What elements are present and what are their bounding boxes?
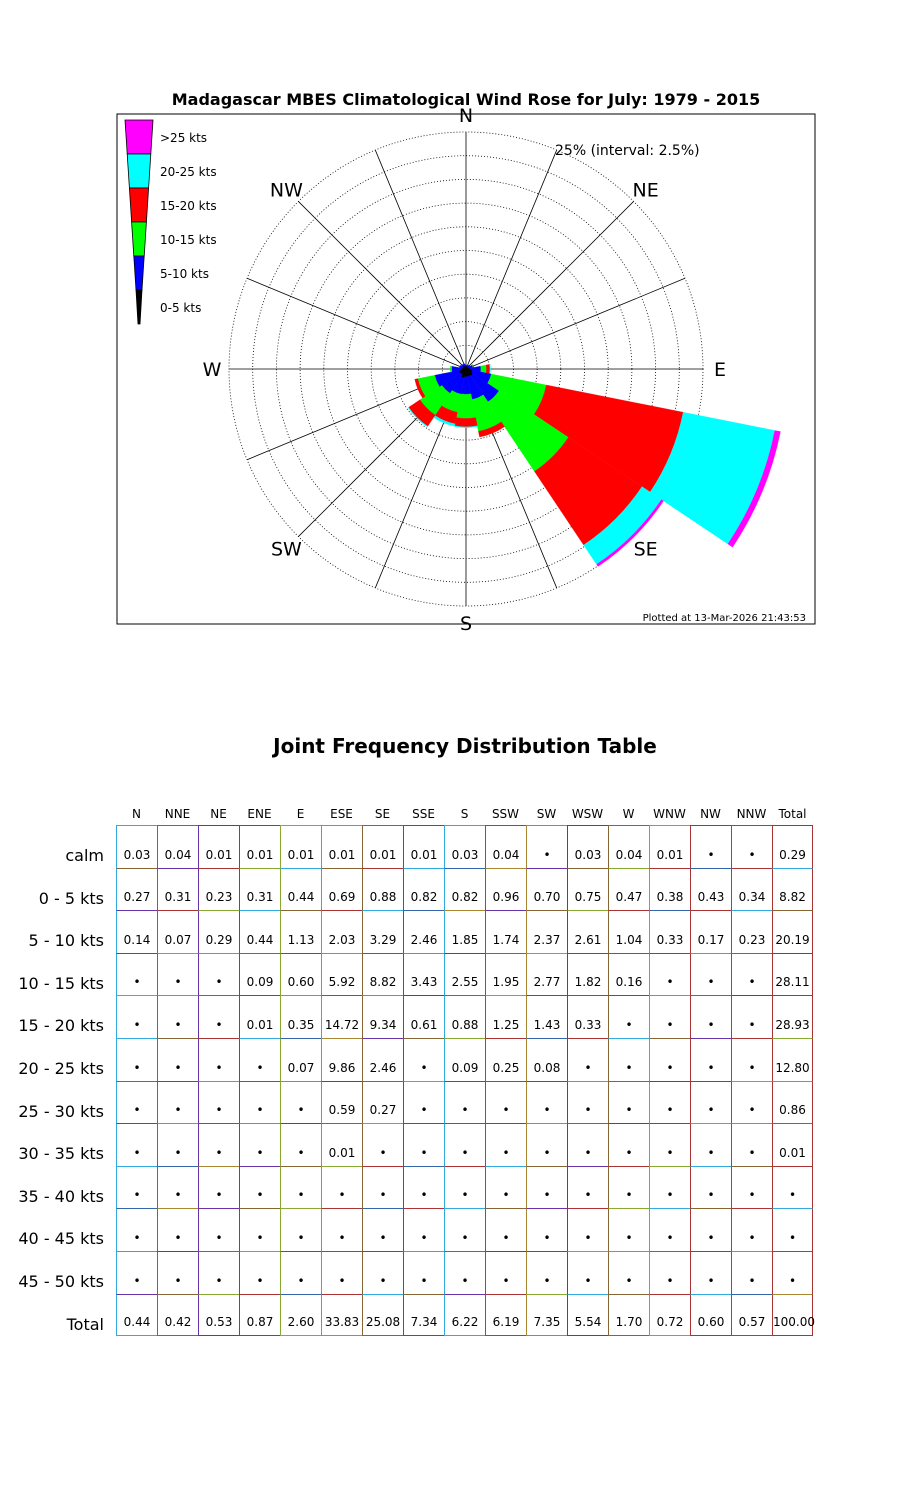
table-cell: 6.19 <box>485 1294 526 1337</box>
table-cell: • <box>403 1166 444 1209</box>
table-cell: • <box>116 953 157 996</box>
column-header: SE <box>374 807 391 821</box>
table-cell: 5.54 <box>567 1294 608 1337</box>
table-cell: • <box>731 1251 772 1294</box>
table-cell: • <box>731 953 772 996</box>
legend-label: 15-20 kts <box>160 199 217 213</box>
table-cell: • <box>526 825 567 868</box>
table-cell: • <box>157 1251 198 1294</box>
table-cell: • <box>198 1081 239 1124</box>
table-cell: 0.60 <box>690 1294 731 1337</box>
row-label: calm <box>65 846 104 865</box>
table-cell: • <box>116 1208 157 1251</box>
table-cell: 0.44 <box>116 1294 157 1337</box>
table-cell: 2.77 <box>526 953 567 996</box>
legend-label: 10-15 kts <box>160 233 217 247</box>
table-cell: 0.82 <box>444 868 485 911</box>
table-cell: 0.01 <box>321 825 362 868</box>
table-cell: 1.70 <box>608 1294 649 1337</box>
table-cell: • <box>157 1081 198 1124</box>
table-cell: 1.74 <box>485 910 526 953</box>
table-cell: 0.72 <box>649 1294 690 1337</box>
table-cell: • <box>485 1166 526 1209</box>
table-cell: 0.33 <box>649 910 690 953</box>
table-cell: • <box>731 825 772 868</box>
table-cell: 0.29 <box>772 825 813 868</box>
table-cell: • <box>567 1123 608 1166</box>
table-cell: • <box>362 1251 403 1294</box>
table-cell: 0.96 <box>485 868 526 911</box>
column-header: W <box>622 807 635 821</box>
table-cell: • <box>731 1208 772 1251</box>
table-cell: • <box>321 1208 362 1251</box>
table-cell: 2.46 <box>362 1038 403 1081</box>
table-cell: 0.04 <box>157 825 198 868</box>
table-cell: 0.01 <box>403 825 444 868</box>
table-cell: • <box>690 995 731 1038</box>
table-cell: 0.53 <box>198 1294 239 1337</box>
table-cell: 0.25 <box>485 1038 526 1081</box>
table-cell: 0.60 <box>280 953 321 996</box>
table-cell: • <box>321 1166 362 1209</box>
table-cell: 0.01 <box>198 825 239 868</box>
table-cell: • <box>731 1038 772 1081</box>
table-cell: 1.43 <box>526 995 567 1038</box>
column-header: SSE <box>412 807 435 821</box>
row-label: 10 - 15 kts <box>18 973 104 993</box>
table-cell: 0.09 <box>239 953 280 996</box>
legend-label: 5-10 kts <box>160 267 209 281</box>
table-cell: 9.86 <box>321 1038 362 1081</box>
table-cell: 100.00 <box>772 1294 813 1337</box>
table-cell: • <box>280 1251 321 1294</box>
table-cell: 0.01 <box>280 825 321 868</box>
table-cell: • <box>526 1251 567 1294</box>
table-cell: • <box>116 1166 157 1209</box>
table-cell: 7.34 <box>403 1294 444 1337</box>
table-cell: • <box>239 1251 280 1294</box>
table-cell: 0.47 <box>608 868 649 911</box>
table-cell: • <box>239 1123 280 1166</box>
table-cell: 28.11 <box>772 953 813 996</box>
table-cell: 0.88 <box>444 995 485 1038</box>
table-cell: • <box>116 1251 157 1294</box>
table-cell: 0.08 <box>526 1038 567 1081</box>
row-label: 45 - 50 kts <box>18 1272 104 1291</box>
table-cell: 0.69 <box>321 868 362 911</box>
table-cell: • <box>444 1208 485 1251</box>
table-cell: 0.33 <box>567 995 608 1038</box>
table-cell: • <box>526 1208 567 1251</box>
table-cell: 2.60 <box>280 1294 321 1337</box>
table-cell: 0.34 <box>731 868 772 911</box>
table-cell: • <box>567 1081 608 1124</box>
table-cell: 0.17 <box>690 910 731 953</box>
table-cell: • <box>649 1251 690 1294</box>
table-cell: • <box>526 1166 567 1209</box>
column-header: Total <box>778 807 807 821</box>
table-cell: 8.82 <box>772 868 813 911</box>
column-header: NW <box>700 807 721 821</box>
column-header: NNW <box>736 807 767 821</box>
table-cell: 5.92 <box>321 953 362 996</box>
table-cell: 0.01 <box>772 1123 813 1166</box>
table-cell: 2.61 <box>567 910 608 953</box>
table-cell: • <box>608 1081 649 1124</box>
compass-label-nw: NW <box>269 179 303 202</box>
table-cell: 14.72 <box>321 995 362 1038</box>
table-cell: • <box>731 1166 772 1209</box>
table-cell: • <box>157 1038 198 1081</box>
table-cell: • <box>567 1208 608 1251</box>
table-cell: • <box>157 1123 198 1166</box>
table-cell: 0.44 <box>280 868 321 911</box>
table-cell: • <box>731 1081 772 1124</box>
table-cell: • <box>280 1166 321 1209</box>
compass-label-n: N <box>458 105 474 127</box>
table-cell: • <box>526 1081 567 1124</box>
table-cell: • <box>116 1081 157 1124</box>
table-title: Joint Frequency Distribution Table <box>273 734 657 758</box>
table-cell: • <box>362 1123 403 1166</box>
row-label: 0 - 5 kts <box>38 888 104 908</box>
table-cell: • <box>649 1081 690 1124</box>
table-cell: • <box>485 1123 526 1166</box>
column-header: ESE <box>330 807 353 821</box>
row-label: 5 - 10 kts <box>28 931 104 951</box>
table-cell: 0.01 <box>362 825 403 868</box>
table-cell: 0.23 <box>731 910 772 953</box>
table-cell: 0.87 <box>239 1294 280 1337</box>
table-cell: 20.19 <box>772 910 813 953</box>
table-cell: • <box>690 1208 731 1251</box>
table-cell: 0.70 <box>526 868 567 911</box>
column-header: S <box>460 807 469 821</box>
table-cell: • <box>690 1251 731 1294</box>
row-label: 30 - 35 kts <box>18 1144 104 1164</box>
table-cell: • <box>198 1251 239 1294</box>
table-cell: 0.07 <box>157 910 198 953</box>
table-cell: 2.55 <box>444 953 485 996</box>
table-cell: 12.80 <box>772 1038 813 1081</box>
table-cell: • <box>116 995 157 1038</box>
table-cell: • <box>649 1038 690 1081</box>
column-header: N <box>132 807 141 821</box>
table-cell: 0.16 <box>608 953 649 996</box>
table-cell: 1.04 <box>608 910 649 953</box>
table-cell: 0.88 <box>362 868 403 911</box>
table-cell: 3.43 <box>403 953 444 996</box>
table-cell: • <box>239 1081 280 1124</box>
table-cell: 0.03 <box>444 825 485 868</box>
column-header: ENE <box>247 807 272 821</box>
table-cell: 6.22 <box>444 1294 485 1337</box>
table-cell: • <box>280 1123 321 1166</box>
table-cell: • <box>239 1166 280 1209</box>
table-cell: • <box>280 1208 321 1251</box>
table-cell: 0.86 <box>772 1081 813 1124</box>
table-cell: • <box>485 1251 526 1294</box>
column-header: WSW <box>571 807 604 821</box>
table-cell: • <box>485 1208 526 1251</box>
column-header: NE <box>210 807 227 821</box>
column-header: WNW <box>653 807 686 821</box>
table-cell: • <box>608 1123 649 1166</box>
table-cell: • <box>198 1166 239 1209</box>
table-cell: 1.82 <box>567 953 608 996</box>
table-cell: • <box>157 1166 198 1209</box>
table-cell: 0.09 <box>444 1038 485 1081</box>
ring-scale-label: 25% (interval: 2.5%) <box>555 143 700 159</box>
table-cell: • <box>403 1208 444 1251</box>
table-cell: • <box>157 995 198 1038</box>
compass-label-w: W <box>202 359 222 381</box>
table-cell: 0.75 <box>567 868 608 911</box>
table-cell: • <box>731 1123 772 1166</box>
table-cell: • <box>567 1038 608 1081</box>
table-cell: 0.82 <box>403 868 444 911</box>
table-cell: • <box>649 1166 690 1209</box>
table-cell: 1.95 <box>485 953 526 996</box>
compass-label-sw: SW <box>270 538 302 561</box>
table-cell: 28.93 <box>772 995 813 1038</box>
row-label: 25 - 30 kts <box>18 1101 104 1121</box>
table-cell: • <box>649 1208 690 1251</box>
row-label: Total <box>66 1314 104 1334</box>
table-cell: 0.61 <box>403 995 444 1038</box>
table-cell: 0.42 <box>157 1294 198 1337</box>
legend-label: >25 kts <box>160 131 208 145</box>
row-label: 15 - 20 kts <box>18 1016 104 1036</box>
table-cell: 25.08 <box>362 1294 403 1337</box>
column-header: SW <box>536 807 557 821</box>
table-cell: 0.04 <box>485 825 526 868</box>
column-header: SSW <box>491 807 520 821</box>
table-cell: 2.03 <box>321 910 362 953</box>
table-cell: • <box>444 1251 485 1294</box>
table-cell: 0.43 <box>690 868 731 911</box>
table-cell: • <box>690 1038 731 1081</box>
table-cell: • <box>198 1208 239 1251</box>
table-cell: • <box>321 1251 362 1294</box>
table-cell: 7.35 <box>526 1294 567 1337</box>
table-cell: • <box>649 1123 690 1166</box>
legend-label: 20-25 kts <box>160 165 217 179</box>
compass-label-ne: NE <box>632 179 659 202</box>
table-cell: • <box>403 1251 444 1294</box>
table-cell: • <box>362 1166 403 1209</box>
plot-timestamp: Plotted at 13-Mar-2026 21:43:53 <box>642 613 806 624</box>
column-header: E <box>296 807 305 821</box>
table-cell: • <box>608 1208 649 1251</box>
table-cell: • <box>403 1038 444 1081</box>
table-cell: • <box>608 1166 649 1209</box>
table-cell: • <box>403 1123 444 1166</box>
table-cell: • <box>772 1208 813 1251</box>
table-cell: • <box>362 1208 403 1251</box>
table-cell: 0.38 <box>649 868 690 911</box>
table-cell: 3.29 <box>362 910 403 953</box>
legend-label: 0-5 kts <box>160 301 202 315</box>
table-cell: • <box>690 1166 731 1209</box>
table-cell: • <box>116 1038 157 1081</box>
table-cell: 0.59 <box>321 1081 362 1124</box>
table-cell: • <box>280 1081 321 1124</box>
table-cell: 0.31 <box>157 868 198 911</box>
table-cell: • <box>198 995 239 1038</box>
compass-label-e: E <box>713 359 727 381</box>
table-cell: 0.01 <box>239 995 280 1038</box>
table-cell: 0.57 <box>731 1294 772 1337</box>
table-cell: • <box>608 995 649 1038</box>
table-cell: 0.03 <box>567 825 608 868</box>
chart-title: Madagascar MBES Climatological Wind Rose for July: 1979 - 2015 <box>171 90 761 109</box>
table-cell: • <box>567 1251 608 1294</box>
compass-label-s: S <box>459 613 473 635</box>
table-cell: • <box>608 1251 649 1294</box>
table-cell: • <box>731 995 772 1038</box>
table-cell: 0.23 <box>198 868 239 911</box>
table-cell: • <box>403 1081 444 1124</box>
table-cell: 0.44 <box>239 910 280 953</box>
table-cell: 0.27 <box>116 868 157 911</box>
table-cell: 1.13 <box>280 910 321 953</box>
compass-label-se: SE <box>633 538 658 561</box>
table-cell: 0.07 <box>280 1038 321 1081</box>
table-cell: • <box>690 825 731 868</box>
row-label: 20 - 25 kts <box>18 1059 104 1078</box>
table-cell: 0.04 <box>608 825 649 868</box>
table-cell: 1.25 <box>485 995 526 1038</box>
table-cell: 0.01 <box>649 825 690 868</box>
table-cell: • <box>567 1166 608 1209</box>
table-cell: • <box>485 1081 526 1124</box>
table-cell: • <box>526 1123 567 1166</box>
table-cell: 0.35 <box>280 995 321 1038</box>
table-cell: • <box>239 1208 280 1251</box>
table-cell: 2.46 <box>403 910 444 953</box>
table-cell: • <box>772 1251 813 1294</box>
table-cell: • <box>649 995 690 1038</box>
table-cell: 0.27 <box>362 1081 403 1124</box>
column-header: NNE <box>164 807 191 821</box>
table-cell: 33.83 <box>321 1294 362 1337</box>
table-cell: 0.31 <box>239 868 280 911</box>
table-cell: 0.01 <box>239 825 280 868</box>
table-cell: • <box>690 1123 731 1166</box>
table-cell: • <box>116 1123 157 1166</box>
row-label: 40 - 45 kts <box>18 1229 104 1249</box>
table-cell: • <box>608 1038 649 1081</box>
table-cell: • <box>198 1038 239 1081</box>
table-cell: 0.01 <box>321 1123 362 1166</box>
table-cell: • <box>444 1081 485 1124</box>
table-cell: • <box>157 1208 198 1251</box>
table-cell: • <box>198 953 239 996</box>
table-cell: • <box>690 953 731 996</box>
table-cell: • <box>649 953 690 996</box>
table-cell: • <box>239 1038 280 1081</box>
table-cell: 0.03 <box>116 825 157 868</box>
table-cell: • <box>772 1166 813 1209</box>
table-cell: • <box>157 953 198 996</box>
table-cell: 2.37 <box>526 910 567 953</box>
table-cell: • <box>444 1123 485 1166</box>
table-cell: • <box>690 1081 731 1124</box>
table-cell: 8.82 <box>362 953 403 996</box>
table-cell: • <box>198 1123 239 1166</box>
table-cell: • <box>444 1166 485 1209</box>
table-cell: 1.85 <box>444 910 485 953</box>
table-cell: 0.29 <box>198 910 239 953</box>
table-cell: 0.14 <box>116 910 157 953</box>
table-cell: 9.34 <box>362 995 403 1038</box>
row-label: 35 - 40 kts <box>18 1186 104 1206</box>
